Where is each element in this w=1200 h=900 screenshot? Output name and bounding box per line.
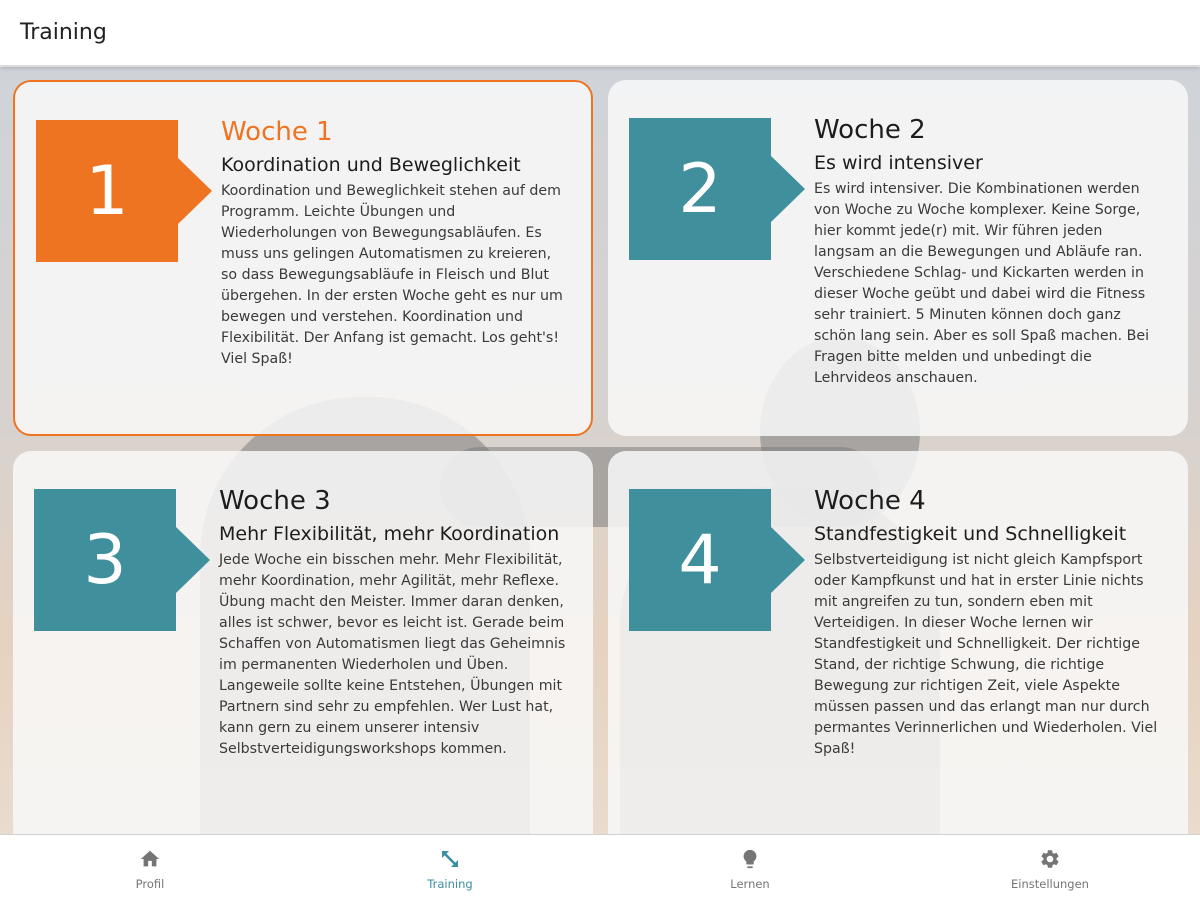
lightbulb-icon [738,847,762,871]
week-number: 3 [83,520,127,600]
week-description: Koordination und Beweglichkeit stehen auf dem Programm. Leichte Übungen und Wiederholungen von Bewegungsabläufen. Es muss uns gelingen Automatismen zu kreieren, so dass Bewegungsabläufe in Fleisch und Blut übergehen. In der ersten Woche geht es nur um bewegen und verstehen. Koordination und Flexibilität. Der Anfang ist gemacht. Los geht's! Viel Spaß! [221,183,563,367]
week-number: 2 [678,149,722,229]
training-content[interactable] [0,67,1200,834]
nav-item-lernen[interactable] [600,835,900,900]
week-title: Woche 1 [221,117,333,147]
week-number-badge [629,118,805,260]
bottom-navigation [0,834,1200,900]
week-subtitle: Koordination und Beweglichkeit [221,154,521,176]
expand-arrows-icon [438,847,462,871]
week-number-badge [629,489,805,631]
page-title: Training [20,20,107,45]
week-subtitle: Es wird intensiver [814,152,983,174]
nav-label: Einstellungen [1011,877,1089,891]
nav-label: Lernen [730,877,770,891]
week-card-1[interactable] [13,80,593,436]
week-card-2[interactable] [608,80,1188,436]
nav-item-training[interactable] [300,835,600,900]
week-title: Woche 3 [219,486,331,516]
nav-item-profil[interactable] [0,835,300,900]
week-number-badge [34,489,210,631]
nav-label: Profil [135,877,165,891]
week-card-3[interactable] [13,451,593,834]
gear-icon [1038,847,1062,871]
nav-item-einstellungen[interactable] [900,835,1200,900]
week-number: 1 [85,151,129,231]
week-subtitle: Standfestigkeit und Schnelligkeit [814,523,1127,545]
week-card-4[interactable] [608,451,1188,834]
nav-label: Training [427,877,473,891]
week-description: Es wird intensiver. Die Kombinationen werden von Woche zu Woche komplexer. Keine Sorge, hier kommt jede(r) mit. Wir führen jeden langsam an die Bewegungen und Abläufe ran. Verschiedene Schlag- und Kickarten werden in dieser Woche geübt und dabei wird die Fitness sehr trainiert. 5 Minuten können doch ganz schön lang sein. Aber es soll Spaß machen. Bei Fragen bitte melden und unbedingt die Lehrvideos anschauen. [814,181,1150,386]
week-description: Jede Woche ein bisschen mehr. Mehr Flexibilität, mehr Koordination, mehr Agilität, mehr Reflexe. Übung macht den Meister. Immer daran denken, alles ist schwer, bevor es leicht ist. Gerade beim Schaffen von Automatismen liegt das Geheimnis im permanenten Wiederholen und Üben. Langeweile sollte keine Entstehen, Übungen mit Partnern sind sehr zu empfehlen. Wer Lust hat, kann gern zu einem unserer intensiv Selbstverteidigungsworkshops kommen. [219,552,566,757]
week-number: 4 [678,520,722,600]
week-description: Selbstverteidigung ist nicht gleich Kampfsport oder Kampfkunst und hat in erster Linie nichts mit angreifen zu tun, sondern eben mit Verteidigen. In dieser Woche lernen wir Standfestigkeit und Schnelligkeit. Der richtige Stand, der richtige Schwung, die richtige Bewegung zur richtigen Zeit, viele Aspekte müssen passen und das erlangt man nur durch permantes Verinnerlichen und Wiederholen. Viel Spaß! [814,552,1158,757]
week-title: Woche 4 [814,486,926,516]
app-bar [0,0,1200,66]
week-number-badge [36,120,212,262]
home-icon [138,847,162,871]
week-title: Woche 2 [814,115,926,145]
week-subtitle: Mehr Flexibilität, mehr Koordination [219,523,560,545]
